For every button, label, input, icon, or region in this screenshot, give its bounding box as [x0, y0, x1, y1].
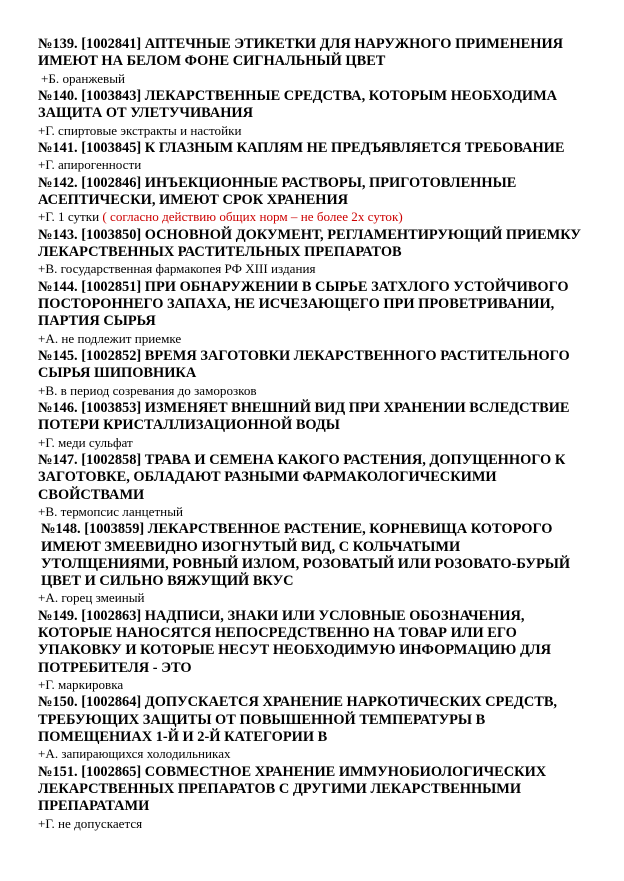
answer-142-line [38, 209, 588, 225]
answer-139: +Б. оранжевый [41, 70, 126, 86]
answer-140: +Г. спиртовые экстракты и настойки [38, 122, 242, 138]
answer-144: +А. не подлежит приемке [38, 330, 182, 346]
answer-145: +В. в период созревания до заморозков [38, 382, 257, 398]
answer-143: +В. государственная фармакопея РФ XIII издания [38, 261, 316, 277]
question-150: №150. [1002864] ДОПУСКАЕТСЯ ХРАНЕНИЕ НАРКОТИЧЕСКИХ СРЕДСТВ, ТРЕБУЮЩИХ ЗАЩИТЫ ОТ ПОВЫШЕННОЙ ТЕМПЕРАТУРЫ В ПОМЕЩЕНИАХ 1-Й И 2-Й КАТЕГОРИИ В [38, 694, 558, 746]
question-145: №145. [1002852] ВРЕМЯ ЗАГОТОВКИ ЛЕКАРСТВЕННОГО РАСТИТЕЛЬНОГО СЫРЬЯ ШИПОВНИКА [38, 348, 570, 382]
question-139: №139. [1002841] АПТЕЧНЫЕ ЭТИКЕТКИ ДЛЯ НАРУЖНОГО ПРИМЕНЕНИЯ ИМЕЮТ НА БЕЛОМ ФОНЕ СИГНАЛЬНЫЙ ЦВЕТ [38, 36, 564, 70]
answer-142-note: ( согласно действию общих норм – не более 2х суток) [102, 209, 403, 225]
question-148: №148. [1003859] ЛЕКАРСТВЕННОЕ РАСТЕНИЕ, КОРНЕВИЩА КОТОРОГО ИМЕЮТ ЗМЕЕВИДНО ИЗОГНУТЫЙ ВИД, С КОЛЬЧАТЫМИ УТОЛЩЕНИЯМИ, РОВНЫЙ ИЗЛОМ, РОЗОВАТЫЙ ИЛИ РОЗОВАТО-БУРЫЙ ЦВЕТ И СИЛЬНО ВЯЖУЩИЙ ВКУС [41, 521, 571, 590]
answer-146: +Г. меди сульфат [38, 434, 133, 450]
answer-142: +Г. 1 сутки [38, 209, 100, 225]
question-141: №141. [1003845] К ГЛАЗНЫМ КАПЛЯМ НЕ ПРЕДЪЯВЛЯЕТСЯ ТРЕБОВАНИЕ [38, 140, 565, 156]
answer-147: +В. термопсис ланцетный [38, 503, 183, 519]
question-144: №144. [1002851] ПРИ ОБНАРУЖЕНИИ В СЫРЬЕ ЗАТХЛОГО УСТОЙЧИВОГО ПОСТОРОННЕГО ЗАПАХА, НЕ ИСЧЕЗАЮЩЕГО ПРИ ПРОВЕТРИВАНИИ, ПАРТИЯ СЫРЬЯ [38, 278, 569, 330]
question-146: №146. [1003853] ИЗМЕНЯЕТ ВНЕШНИЙ ВИД ПРИ ХРАНЕНИИ ВСЛЕДСТВИЕ ПОТЕРИ КРИСТАЛЛИЗАЦИОННОЙ ВОДЫ [38, 400, 570, 434]
answer-149: +Г. маркировка [38, 677, 124, 693]
answer-148: +А. горец змеиный [38, 590, 145, 606]
answer-151: +Г. не допускается [38, 815, 143, 831]
answer-150: +А. запирающихся холодильниках [38, 746, 231, 762]
question-140: №140. [1003843] ЛЕКАРСТВЕННЫЕ СРЕДСТВА, КОТОРЫМ НЕОБХОДИМА ЗАЩИТА ОТ УЛЕТУЧИВАНИЯ [38, 88, 558, 122]
question-151: №151. [1002865] СОВМЕСТНОЕ ХРАНЕНИЕ ИММУНОБИОЛОГИЧЕСКИХ ЛЕКАРСТВЕННЫХ ПРЕПАРАТОВ С ДРУГИМИ ЛЕКАРСТВЕННЫМИ ПРЕПАРАТАМИ [38, 763, 547, 815]
answer-141: +Г. апирогенности [38, 157, 142, 173]
question-147: №147. [1002858] ТРАВА И СЕМЕНА КАКОГО РАСТЕНИЯ, ДОПУЩЕННОГО К ЗАГОТОВКЕ, ОБЛАДАЮТ РАЗНЫМИ ФАРМАКОЛОГИЧЕСКИМИ СВОЙСТВАМИ [38, 452, 566, 503]
question-149: №149. [1002863] НАДПИСИ, ЗНАКИ ИЛИ УСЛОВНЫЕ ОБОЗНАЧЕНИЯ, КОТОРЫЕ НАНОСЯТСЯ НЕПОСРЕДСТВЕННО НА ТОВАР ИЛИ ЕГО УПАКОВКУ И КОТОРЫЕ НЕСУТ НЕОБХОДИМУЮ ИНФОРМАЦИЮ ДЛЯ ПОТРЕБИТЕЛЯ - ЭТО [38, 607, 551, 676]
question-143: №143. [1003850] ОСНОВНОЙ ДОКУМЕНТ, РЕГЛАМЕНТИРУЮЩИЙ ПРИЕМКУ ЛЕКАРСТВЕННЫХ РАСТИТЕЛЬНЫХ ПРЕПАРАТОВ [38, 226, 581, 260]
question-142: №142. [1002846] ИНЪЕКЦИОННЫЕ РАСТВОРЫ, ПРИГОТОВЛЕННЫЕ АСЕПТИЧЕСКИ, ИМЕЮТ СРОК ХРАНЕНИЯ [38, 174, 517, 208]
